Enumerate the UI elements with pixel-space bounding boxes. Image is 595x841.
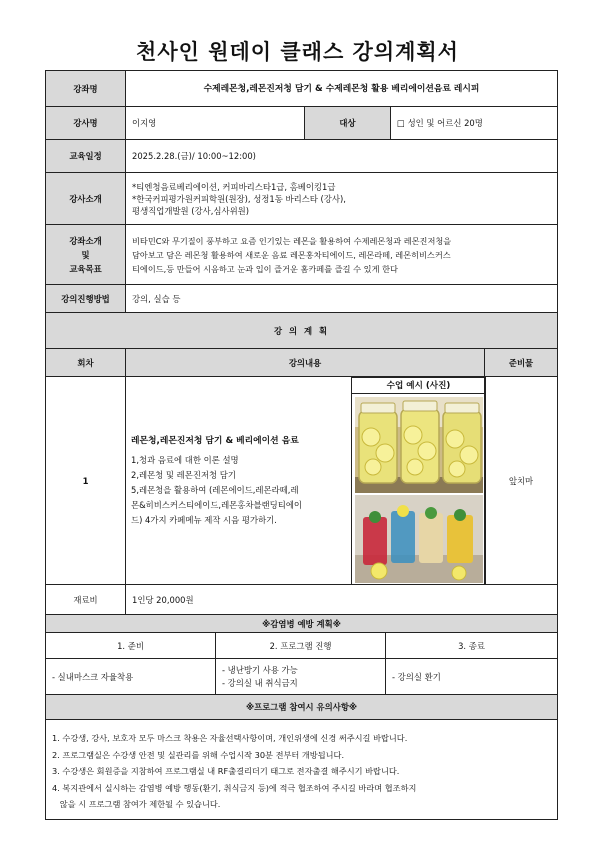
- col-session: 회차: [46, 349, 126, 377]
- session-number: 1: [46, 377, 126, 585]
- step-progress-detail: [216, 659, 386, 695]
- step-prepare: 1. 준비: [46, 633, 216, 659]
- notice-body: [46, 720, 557, 819]
- goal-line: 티에이드,등 만들어 시음하고 눈과 입이 즐거운 홈카페를 즐길 수 있게 한다: [132, 263, 398, 274]
- session-line: 5,레몬청을 활용하여 (레몬에이드,레몬라떼,레: [131, 485, 299, 495]
- document-title: 천사인 원데이 클래스 강의계획서: [136, 40, 459, 64]
- session-text: [131, 435, 351, 528]
- intro-line: *한국커피평가원커피학원(원장), 성정1동 바리스타 (강사),: [132, 193, 346, 204]
- col-content: 강의내용: [126, 349, 485, 377]
- intro-line: 평생직업개발원 (강사,심사위원): [132, 205, 250, 216]
- intro-label: 강사소개: [46, 173, 126, 225]
- drinks-photo: [355, 495, 483, 583]
- notice-line: 2. 프로그램실은 수강생 안전 및 실관리를 위해 수업시작 30분 전부터 개방됩니다.: [52, 749, 345, 760]
- session-line: 드) 4가지 카페메뉴 제작 시음 평가하기.: [131, 515, 277, 525]
- notice-line: 1. 수강생, 강사, 보호자 모두 마스크 착용은 자율선택사항이며, 개인위생에 신경 써주시길 바랍니다.: [52, 733, 408, 743]
- col-materials: 준비물: [485, 349, 557, 377]
- session-line: 1,청과 음료에 대한 이론 설명: [131, 455, 239, 465]
- session-line: 몬&히비스커스티에이드,레몬홍차블랜딩티에이: [131, 500, 302, 510]
- session-title: 레몬청,레몬진저청 담기 & 베리에이션 음료: [131, 436, 299, 446]
- goal-text: [126, 225, 557, 285]
- intro-text: [126, 173, 557, 225]
- session-content: [126, 377, 485, 585]
- intro-line: *티엔청음료베리에이션, 커피바리스타1급, 홈베이킹1급: [132, 181, 336, 192]
- materials-value: 앞치마: [485, 377, 557, 585]
- goal-line: 담아보고 담은 레몬청 활용하여 새로운 음료 레몬홍차티에이드, 레몬라떼, 레몬히비스커스: [132, 249, 451, 260]
- lemon-jars-photo: [355, 397, 483, 493]
- step-finish: 3. 종료: [386, 633, 557, 659]
- goal-line: 비타민C와 무기질이 풍부하고 요즘 인기있는 레몬을 활용하여 수제레몬청과 레몬진저청을: [132, 235, 452, 246]
- plan-table: [45, 70, 558, 820]
- step-progress-line: - 강의실 내 취식금지: [222, 677, 298, 688]
- goal-label: [46, 225, 126, 285]
- notice-line: 않을 시 프로그램 참여가 제한될 수 있습니다.: [52, 799, 221, 809]
- class-photo-box: [351, 377, 486, 585]
- step-progress-line: - 냉난방기 사용 가능: [222, 664, 298, 675]
- step-prepare-detail: - 실내마스크 자율착용: [46, 659, 216, 695]
- notice-line: 3. 수강생은 회원증을 지참하여 프로그램실 내 RF출결리더기 태그로 전자출결 해주시기 바랍니다.: [52, 766, 400, 776]
- target-value: □ 성인 및 어르신 20명: [391, 107, 557, 140]
- goal-label-line: 강좌소개: [69, 235, 102, 246]
- plan-header: 강 의 계 획: [46, 313, 557, 349]
- instructor-value: 이지영: [126, 107, 305, 140]
- course-label: 강좌명: [46, 71, 126, 107]
- target-label: 대상: [305, 107, 391, 140]
- fee-value: 1인당 20,000원: [126, 585, 557, 615]
- notice-lines: [52, 730, 416, 813]
- instructor-label: 강사명: [46, 107, 126, 140]
- fee-label: 재료비: [46, 585, 126, 615]
- goal-label-line: 및: [81, 249, 90, 260]
- session-line: 2,레몬청 및 레몬진저청 담기: [131, 470, 236, 480]
- notice-header: ※프로그램 참여시 유의사항※: [46, 695, 557, 720]
- step-finish-detail: - 강의실 환기: [386, 659, 557, 695]
- date-label: 교육일정: [46, 140, 126, 173]
- step-progress: 2. 프로그램 진행: [216, 633, 386, 659]
- date-value: 2025.2.28.(금)/ 10:00~12:00): [126, 140, 557, 173]
- photo-caption: 수업 예시 (사진): [352, 378, 485, 394]
- infection-header: ※감염병 예방 계획※: [46, 615, 557, 633]
- goal-label-line: 교육목표: [69, 263, 102, 274]
- method-value: 강의, 실습 등: [126, 285, 557, 313]
- course-value: 수제레몬청,레몬진저청 담기 & 수제레몬청 활용 베리에이션음료 레시피: [126, 71, 557, 107]
- notice-line: 4. 복지관에서 실시하는 감염병 예방 행동(환기, 취식금지 등)에 적극 협조하여 주시길 바라며 협조하지: [52, 782, 417, 793]
- method-label: 강의진행방법: [46, 285, 126, 313]
